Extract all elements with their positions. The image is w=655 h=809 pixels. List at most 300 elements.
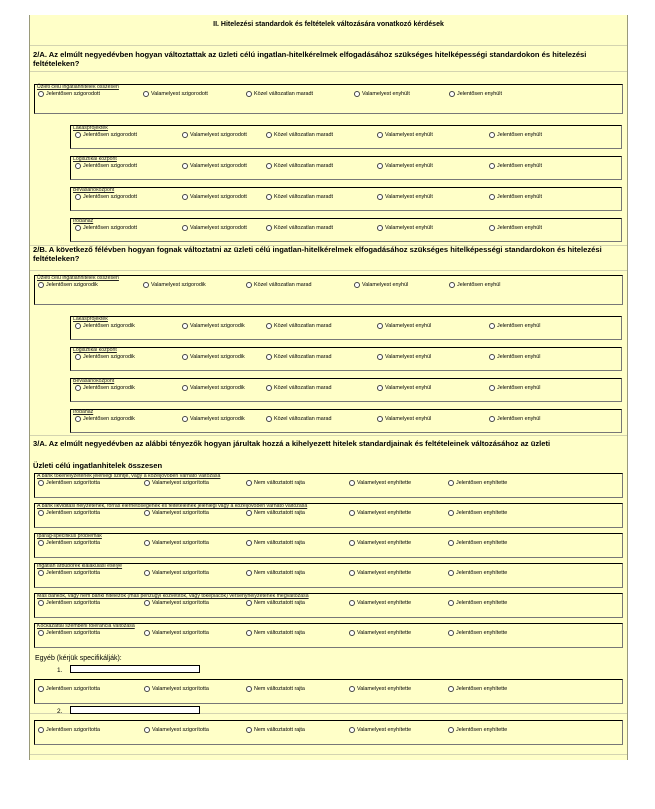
- factor-group: [34, 533, 623, 558]
- radio-button[interactable]: [349, 540, 355, 546]
- radio-label: Nem változtatott rajta: [254, 570, 305, 576]
- radio-button[interactable]: [144, 540, 150, 546]
- radio-button[interactable]: [246, 727, 252, 733]
- radio-option[interactable]: [377, 385, 431, 391]
- factor-group: [34, 473, 623, 498]
- radio-button[interactable]: [75, 323, 81, 329]
- radio-label: Jelentősen szigorodott: [46, 91, 100, 97]
- group-label: Irodaház: [73, 218, 94, 224]
- group-2a-sub: [70, 187, 622, 211]
- radio-option[interactable]: [489, 385, 540, 391]
- radio-button[interactable]: [143, 282, 149, 288]
- radio-button[interactable]: [266, 163, 272, 169]
- radio-button[interactable]: [38, 540, 44, 546]
- radio-option[interactable]: [349, 727, 411, 733]
- radio-button[interactable]: [75, 385, 81, 391]
- radio-button[interactable]: [489, 132, 495, 138]
- radio-button[interactable]: [489, 163, 495, 169]
- radio-label: Valamelyest enyhül: [385, 416, 432, 422]
- radio-label: Valamelyest szigorodik: [190, 416, 245, 422]
- group-label: Bevásárlóközpont: [73, 187, 115, 193]
- radio-option[interactable]: [38, 91, 100, 97]
- radio-button[interactable]: [182, 225, 188, 231]
- radio-label: Jelentősen szigorodott: [83, 163, 137, 169]
- radio-button[interactable]: [349, 510, 355, 516]
- radio-button[interactable]: [182, 416, 188, 422]
- group-label: Logisztikai központ: [73, 156, 117, 162]
- group-2a-sub: [70, 125, 622, 149]
- factor-group: [34, 563, 623, 588]
- radio-button[interactable]: [448, 570, 454, 576]
- radio-button[interactable]: [75, 225, 81, 231]
- radio-label: Jelentősen szigorította: [46, 570, 100, 576]
- radio-button[interactable]: [38, 570, 44, 576]
- radio-option[interactable]: [377, 354, 431, 360]
- radio-label: Közel változatlan marad: [274, 354, 332, 360]
- radio-button[interactable]: [377, 132, 383, 138]
- other-number-1: 1.: [57, 667, 63, 674]
- radio-option[interactable]: [38, 727, 100, 733]
- other-text-field-2[interactable]: [70, 706, 200, 714]
- radio-option[interactable]: [377, 225, 433, 231]
- radio-option[interactable]: [349, 570, 411, 576]
- radio-label: Közel változatlan maradt: [274, 194, 334, 200]
- radio-button[interactable]: [349, 630, 355, 636]
- radio-label: Valamelyest szigorodott: [190, 163, 247, 169]
- radio-label: Nem változtatott rajta: [254, 630, 305, 636]
- radio-button[interactable]: [266, 225, 272, 231]
- radio-label: Közel változatlan maradt: [274, 225, 334, 231]
- radio-label: Valamelyest szigorította: [152, 727, 209, 733]
- group-label: Irodaház: [73, 409, 94, 415]
- radio-button[interactable]: [377, 354, 383, 360]
- radio-option[interactable]: [448, 510, 507, 516]
- radio-label: Valamelyest szigorította: [152, 480, 209, 486]
- group-label: Logisztikai központ: [73, 347, 117, 353]
- radio-button[interactable]: [246, 540, 252, 546]
- radio-option[interactable]: [377, 132, 433, 138]
- radio-option[interactable]: [75, 416, 135, 422]
- radio-label: Valamelyest enyhült: [362, 91, 410, 97]
- radio-option[interactable]: [38, 510, 100, 516]
- radio-option[interactable]: [377, 194, 433, 200]
- radio-option[interactable]: [448, 570, 507, 576]
- radio-button[interactable]: [246, 600, 252, 606]
- radio-option[interactable]: [246, 630, 305, 636]
- radio-button[interactable]: [489, 323, 495, 329]
- radio-label: Nem változtatott rajta: [254, 600, 305, 606]
- group-2b-main: [34, 275, 623, 305]
- radio-button[interactable]: [377, 194, 383, 200]
- radio-option[interactable]: [349, 510, 411, 516]
- radio-label: Valamelyest enyhítette: [357, 540, 412, 546]
- radio-option[interactable]: [182, 163, 247, 169]
- radio-label: Jelentősen szigorította: [46, 727, 100, 733]
- group-label: Kockázattal szembeni tolerancia változása: [37, 623, 135, 629]
- radio-button[interactable]: [144, 480, 150, 486]
- radio-button[interactable]: [38, 510, 44, 516]
- radio-button[interactable]: [38, 282, 44, 288]
- question-3a-subtitle: Üzleti célú ingatlanhitelek összesen: [33, 461, 163, 470]
- question-2a-title: 2/A. Az elmúlt negyedévben hogyan változtattak az üzleti célú ingatlan-hitelkérelmek elfogadásához szükséges hitelképességi standardokon és hitelezési feltételeken?: [33, 50, 587, 69]
- radio-button[interactable]: [75, 354, 81, 360]
- radio-option[interactable]: [448, 686, 507, 692]
- radio-option[interactable]: [246, 727, 305, 733]
- radio-button[interactable]: [489, 194, 495, 200]
- radio-button[interactable]: [75, 163, 81, 169]
- radio-label: Valamelyest enyhítette: [357, 686, 412, 692]
- radio-label: Valamelyest szigorította: [152, 540, 209, 546]
- radio-label: Valamelyest enyhítette: [357, 570, 412, 576]
- radio-button[interactable]: [182, 385, 188, 391]
- radio-option[interactable]: [489, 416, 540, 422]
- radio-label: Valamelyest szigorodott: [190, 132, 247, 138]
- radio-label: Jelentősen enyhítette: [456, 510, 508, 516]
- radio-option[interactable]: [266, 323, 332, 329]
- group-label: Más bankok, vagy nem banki hitelezők (más pénzügyi közvetítők, vagy tőkepiacok) versenyhelyzetének megváltozása: [37, 593, 309, 599]
- radio-button[interactable]: [266, 132, 272, 138]
- radio-option[interactable]: [38, 600, 100, 606]
- radio-button[interactable]: [38, 480, 44, 486]
- radio-option[interactable]: [246, 600, 305, 606]
- radio-label: Jelentősen enyhítette: [456, 727, 508, 733]
- radio-option[interactable]: [266, 225, 333, 231]
- radio-button[interactable]: [38, 91, 44, 97]
- radio-button[interactable]: [182, 132, 188, 138]
- group-label: Bevásárlóközpont: [73, 378, 115, 384]
- radio-button[interactable]: [448, 510, 454, 516]
- radio-button[interactable]: [144, 630, 150, 636]
- radio-option[interactable]: [448, 480, 507, 486]
- radio-button[interactable]: [266, 194, 272, 200]
- radio-option[interactable]: [144, 727, 209, 733]
- radio-option[interactable]: [182, 416, 245, 422]
- radio-label: Közel változatlan maradt: [254, 91, 314, 97]
- radio-button[interactable]: [489, 354, 495, 360]
- radio-label: Jelentősen enyhítette: [456, 686, 508, 692]
- radio-label: Valamelyest szigorította: [152, 630, 209, 636]
- group-label: Üzleti célú ingatlanhitelek összesen: [37, 84, 119, 90]
- radio-label: Valamelyest enyhül: [385, 354, 432, 360]
- radio-button[interactable]: [246, 570, 252, 576]
- radio-button[interactable]: [38, 686, 44, 692]
- radio-label: Jelentősen enyhült: [497, 163, 542, 169]
- radio-button[interactable]: [489, 225, 495, 231]
- radio-button[interactable]: [246, 282, 252, 288]
- radio-option[interactable]: [144, 480, 209, 486]
- radio-option[interactable]: [144, 600, 209, 606]
- radio-option[interactable]: [75, 354, 135, 360]
- radio-button[interactable]: [377, 163, 383, 169]
- radio-label: Jelentősen szigorította: [46, 540, 100, 546]
- radio-label: Valamelyest enyhül: [362, 282, 409, 288]
- radio-label: Jelentősen enyhítette: [456, 540, 508, 546]
- radio-option[interactable]: [246, 91, 313, 97]
- group-2a-sub: [70, 156, 622, 180]
- radio-button[interactable]: [448, 686, 454, 692]
- radio-button[interactable]: [266, 323, 272, 329]
- radio-label: Jelentősen szigorodik: [83, 354, 135, 360]
- radio-button[interactable]: [354, 282, 360, 288]
- radio-option[interactable]: [489, 323, 540, 329]
- radio-label: Valamelyest enyhítette: [357, 510, 412, 516]
- radio-option[interactable]: [448, 540, 507, 546]
- radio-option[interactable]: [266, 354, 332, 360]
- group-2b-sub: [70, 347, 622, 371]
- radio-option[interactable]: [349, 600, 411, 606]
- radio-button[interactable]: [143, 91, 149, 97]
- question-3a-title: 3/A. Az elmúlt negyedévben az alábbi tényezők hogyan járultak hozzá a kihelyezett hitelek standardjainak és feltételeinek változásához az üzleti: [33, 439, 551, 448]
- radio-option[interactable]: [75, 225, 137, 231]
- radio-button[interactable]: [489, 385, 495, 391]
- radio-label: Jelentősen szigorodott: [83, 194, 137, 200]
- radio-label: Valamelyest szigorodott: [190, 194, 247, 200]
- radio-option[interactable]: [266, 416, 332, 422]
- radio-label: Jelentősen enyhítette: [456, 630, 508, 636]
- radio-button[interactable]: [377, 416, 383, 422]
- radio-label: Valamelyest szigorította: [152, 686, 209, 692]
- radio-option[interactable]: [75, 323, 135, 329]
- radio-label: Jelentősen enyhítette: [456, 600, 508, 606]
- radio-button[interactable]: [182, 194, 188, 200]
- radio-option[interactable]: [489, 163, 542, 169]
- radio-option[interactable]: [144, 686, 209, 692]
- radio-option[interactable]: [349, 686, 411, 692]
- radio-label: Valamelyest szigorodik: [190, 354, 245, 360]
- radio-button[interactable]: [354, 91, 360, 97]
- radio-button[interactable]: [38, 727, 44, 733]
- radio-option[interactable]: [144, 570, 209, 576]
- radio-option[interactable]: [38, 630, 100, 636]
- radio-button[interactable]: [266, 385, 272, 391]
- radio-button[interactable]: [448, 727, 454, 733]
- radio-label: Valamelyest enyhítette: [357, 480, 412, 486]
- radio-button[interactable]: [75, 194, 81, 200]
- radio-option[interactable]: [246, 480, 305, 486]
- radio-option[interactable]: [377, 323, 431, 329]
- radio-label: Jelentősen szigorodik: [83, 416, 135, 422]
- radio-button[interactable]: [349, 727, 355, 733]
- group-label: A bank tőkehelyzetének jelenlegi szintje, vagy a közeljövőben várható változása: [37, 473, 221, 479]
- radio-button[interactable]: [144, 727, 150, 733]
- radio-label: Valamelyest szigorította: [152, 600, 209, 606]
- question-2b-title: 2/B. A következő félévben hogyan fognak változtatni az üzleti célú ingatlan-hitelkérelmek elfogadásához szükséges hitelképességi standardokon és hitelezési feltételeken?: [33, 245, 602, 264]
- radio-button[interactable]: [246, 91, 252, 97]
- radio-option[interactable]: [38, 570, 100, 576]
- radio-label: Valamelyest szigorodik: [190, 385, 245, 391]
- factor-group: [34, 593, 623, 618]
- radio-option[interactable]: [246, 540, 305, 546]
- group-label: Ingatlan árbuborék kialakulási esélye: [37, 563, 123, 569]
- radio-label: Valamelyest enyhült: [385, 163, 433, 169]
- radio-button[interactable]: [349, 686, 355, 692]
- radio-option[interactable]: [448, 630, 507, 636]
- radio-button[interactable]: [448, 600, 454, 606]
- radio-option[interactable]: [182, 132, 247, 138]
- radio-option[interactable]: [489, 132, 542, 138]
- radio-label: Jelentősen szigorodik: [46, 282, 98, 288]
- radio-option[interactable]: [246, 510, 305, 516]
- radio-option[interactable]: [489, 354, 540, 360]
- radio-option[interactable]: [75, 385, 135, 391]
- radio-button[interactable]: [75, 416, 81, 422]
- radio-button[interactable]: [182, 354, 188, 360]
- radio-option[interactable]: [377, 163, 433, 169]
- radio-button[interactable]: [349, 600, 355, 606]
- radio-label: Valamelyest enyhült: [385, 194, 433, 200]
- radio-label: Közel változatlan marad: [254, 282, 312, 288]
- radio-label: Jelentősen szigorodott: [83, 225, 137, 231]
- radio-button[interactable]: [449, 91, 455, 97]
- section-title: II. Hitelezési standardok és feltételek változására vonatkozó kérdések: [213, 21, 444, 28]
- group-2a-sub: [70, 218, 622, 242]
- radio-button[interactable]: [182, 323, 188, 329]
- radio-button[interactable]: [349, 480, 355, 486]
- radio-button[interactable]: [182, 163, 188, 169]
- radio-option[interactable]: [448, 727, 507, 733]
- group-2a-main: [34, 84, 623, 114]
- radio-option[interactable]: [144, 510, 209, 516]
- radio-option[interactable]: [246, 282, 312, 288]
- radio-button[interactable]: [448, 630, 454, 636]
- radio-button[interactable]: [489, 416, 495, 422]
- radio-label: Jelentősen szigorította: [46, 686, 100, 692]
- radio-label: Jelentősen enyhül: [457, 282, 501, 288]
- group-label: Üzleti célú ingatlanhitelek összesen: [37, 275, 119, 281]
- radio-button[interactable]: [246, 510, 252, 516]
- radio-option[interactable]: [182, 385, 245, 391]
- radio-button[interactable]: [75, 132, 81, 138]
- radio-label: Közel változatlan marad: [274, 323, 332, 329]
- radio-option[interactable]: [449, 282, 500, 288]
- radio-option[interactable]: [349, 630, 411, 636]
- group-2b-sub: [70, 378, 622, 402]
- group-label: A bank likviditási helyzetének, forrás elérhetőségének és feltételeinek jelenlegi vagy a közeljövőben várható változása: [37, 503, 308, 509]
- radio-button[interactable]: [377, 323, 383, 329]
- radio-button[interactable]: [246, 686, 252, 692]
- radio-label: Jelentősen enyhült: [497, 194, 542, 200]
- radio-option[interactable]: [349, 480, 411, 486]
- radio-button[interactable]: [38, 600, 44, 606]
- radio-label: Valamelyest szigorította: [152, 510, 209, 516]
- radio-label: Jelentősen szigorította: [46, 510, 100, 516]
- radio-option[interactable]: [246, 570, 305, 576]
- radio-option[interactable]: [266, 163, 333, 169]
- radio-option[interactable]: [354, 282, 408, 288]
- radio-button[interactable]: [448, 540, 454, 546]
- radio-label: Jelentősen enyhült: [497, 132, 542, 138]
- radio-button[interactable]: [246, 630, 252, 636]
- group-label: Iparág-specifikus problémák: [37, 533, 102, 539]
- other-text-field-1[interactable]: [70, 665, 200, 673]
- radio-option[interactable]: [38, 282, 98, 288]
- radio-label: Valamelyest enyhítette: [357, 727, 412, 733]
- radio-label: Jelentősen szigorodik: [83, 385, 135, 391]
- group-label: Lakásprojektek: [73, 316, 108, 322]
- radio-option[interactable]: [143, 282, 206, 288]
- radio-label: Jelentősen szigorította: [46, 600, 100, 606]
- radio-option[interactable]: [266, 385, 332, 391]
- radio-option[interactable]: [75, 132, 137, 138]
- radio-option[interactable]: [377, 416, 431, 422]
- radio-option[interactable]: [449, 91, 502, 97]
- radio-button[interactable]: [349, 570, 355, 576]
- radio-label: Valamelyest szigorodik: [151, 282, 206, 288]
- radio-label: Jelentősen enyhítette: [456, 570, 508, 576]
- radio-option[interactable]: [75, 194, 137, 200]
- radio-option[interactable]: [349, 540, 411, 546]
- radio-button[interactable]: [377, 225, 383, 231]
- group-2b-sub: [70, 409, 622, 433]
- other-group-1: [34, 679, 623, 704]
- radio-label: Közel változatlan marad: [274, 416, 332, 422]
- radio-button[interactable]: [266, 354, 272, 360]
- radio-label: Nem változtatott rajta: [254, 686, 305, 692]
- radio-label: Jelentősen enyhült: [457, 91, 502, 97]
- radio-option[interactable]: [354, 91, 410, 97]
- radio-option[interactable]: [246, 686, 305, 692]
- radio-label: Valamelyest szigorodik: [190, 323, 245, 329]
- radio-label: Jelentősen szigorította: [46, 630, 100, 636]
- radio-option[interactable]: [182, 194, 247, 200]
- radio-button[interactable]: [144, 510, 150, 516]
- radio-option[interactable]: [489, 225, 542, 231]
- radio-option[interactable]: [143, 91, 208, 97]
- radio-label: Közel változatlan marad: [274, 385, 332, 391]
- radio-option[interactable]: [266, 132, 333, 138]
- radio-label: Jelentősen enyhül: [497, 385, 541, 391]
- radio-option[interactable]: [75, 163, 137, 169]
- questionnaire-form: [29, 15, 628, 760]
- radio-option[interactable]: [182, 225, 247, 231]
- radio-label: Valamelyest enyhült: [385, 132, 433, 138]
- radio-button[interactable]: [266, 416, 272, 422]
- other-group-2: [34, 720, 623, 745]
- radio-label: Nem változtatott rajta: [254, 480, 305, 486]
- radio-option[interactable]: [182, 354, 245, 360]
- radio-option[interactable]: [144, 540, 209, 546]
- radio-label: Valamelyest szigorította: [152, 570, 209, 576]
- radio-option[interactable]: [144, 630, 209, 636]
- factor-group: [34, 623, 623, 648]
- radio-option[interactable]: [38, 540, 100, 546]
- factor-group: [34, 503, 623, 528]
- radio-button[interactable]: [144, 686, 150, 692]
- radio-option[interactable]: [266, 194, 333, 200]
- group-2b-sub: [70, 316, 622, 340]
- radio-label: Jelentősen szigorodik: [83, 323, 135, 329]
- radio-label: Közel változatlan maradt: [274, 132, 334, 138]
- radio-button[interactable]: [448, 480, 454, 486]
- radio-option[interactable]: [38, 480, 100, 486]
- radio-button[interactable]: [449, 282, 455, 288]
- radio-option[interactable]: [182, 323, 245, 329]
- radio-option[interactable]: [489, 194, 542, 200]
- radio-button[interactable]: [377, 385, 383, 391]
- radio-label: Valamelyest enyhítette: [357, 600, 412, 606]
- group-label: Lakásprojektek: [73, 125, 108, 131]
- radio-button[interactable]: [144, 600, 150, 606]
- radio-option[interactable]: [448, 600, 507, 606]
- radio-option[interactable]: [38, 686, 100, 692]
- radio-button[interactable]: [144, 570, 150, 576]
- radio-button[interactable]: [38, 630, 44, 636]
- radio-label: Jelentősen enyhült: [497, 225, 542, 231]
- radio-label: Jelentősen enyhítette: [456, 480, 508, 486]
- radio-label: Valamelyest enyhítette: [357, 630, 412, 636]
- radio-button[interactable]: [246, 480, 252, 486]
- radio-label: Jelentősen enyhül: [497, 416, 541, 422]
